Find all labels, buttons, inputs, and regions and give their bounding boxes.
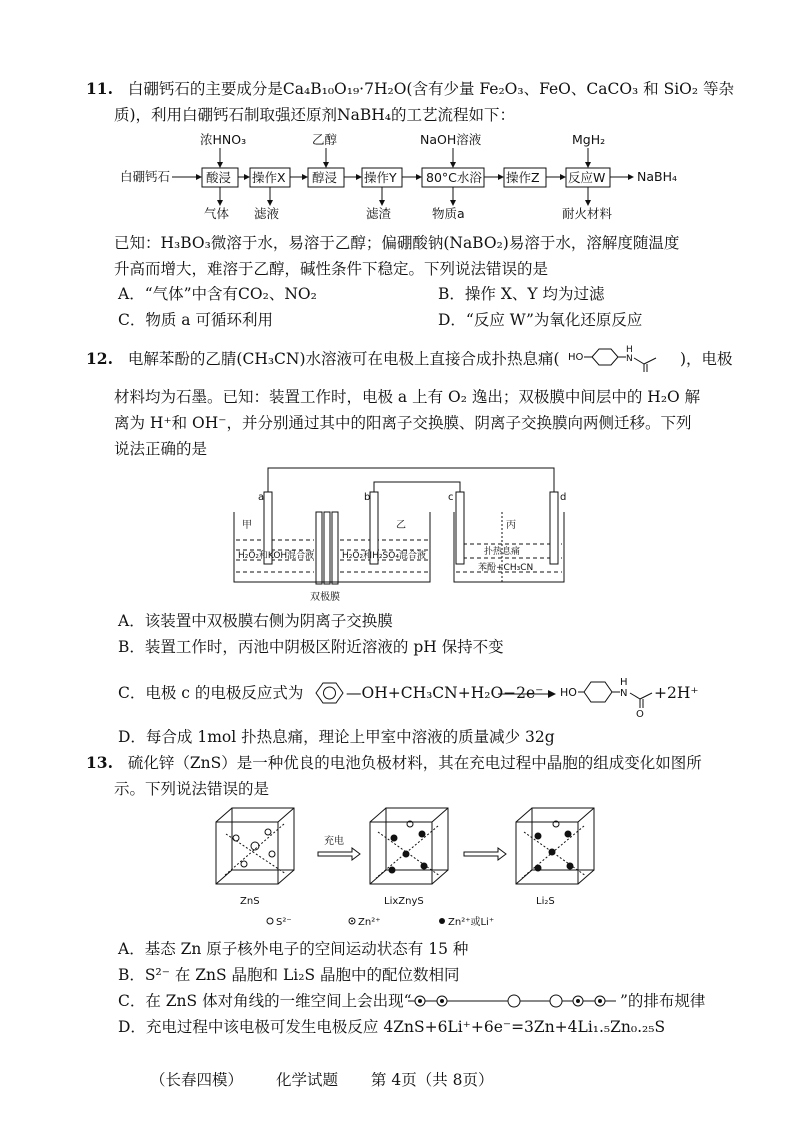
question-number: 11. xyxy=(86,79,113,98)
q11-stem-line2: 质)，利用白硼钙石制取强还原剂NaBH₄的工艺流程如下： xyxy=(114,106,515,124)
svg-text:HO: HO xyxy=(560,686,577,699)
flow-end: NaBH₄ xyxy=(637,169,677,184)
crystal-cells-figure xyxy=(206,804,606,934)
q11-stem-line1: 白硼钙石的主要成分是Ca₄B₁₀O₁₉·7H₂O(含有少量 Fe₂O₃、FeO、CaCO₃ 和 SiO₂ 等杂 xyxy=(127,80,735,98)
legend-zn-label: Zn²⁺ xyxy=(358,917,381,928)
svg-text:O: O xyxy=(636,709,644,718)
svg-text:HO: HO xyxy=(568,352,584,363)
flow-box-7-label: 反应W xyxy=(568,170,606,185)
atom-arrangement-line-icon xyxy=(406,990,618,1012)
q12-stem-line1a: 电解苯酚的乙腈(CH₃CN)水溶液可在电极上直接合成扑热息痛( xyxy=(127,350,560,368)
electrode-a-label: a xyxy=(258,492,265,503)
flow-box-2-label: 操作X xyxy=(252,170,286,185)
q12-option-c-equation: —OH+CH₃CN+H₂O−2e⁻ xyxy=(346,684,544,702)
svg-text:H: H xyxy=(620,677,628,688)
footer-page: 第 4页（共 8页） xyxy=(370,1071,494,1089)
q12-stem-line2: 材料均为石墨。已知：装置工作时，电极 a 上有 O₂ 逸出；双极膜中间层中的 H₂O 解 xyxy=(114,388,701,406)
legend-s2-label: S²⁻ xyxy=(276,917,292,928)
electrode-b-label: b xyxy=(364,492,371,503)
flow-output-substance-a: 物质a xyxy=(432,206,465,220)
flow-box-4-label: 操作Y xyxy=(364,170,397,185)
q13-option-b[interactable]: B．S²⁻ 在 ZnS 晶胞和 Li₂S 晶胞中的配位数相同 xyxy=(118,966,460,984)
q13-option-d[interactable]: D．充电过程中该电极可发生电极反应 4ZnS+6Li⁺+6e⁻=3Zn+4Li₁.₅Zn₀.₂₅S xyxy=(118,1018,666,1036)
svg-text:N: N xyxy=(620,688,628,699)
flow-input-mgh2: MgH₂ xyxy=(572,132,606,147)
q13-option-a[interactable]: A．基态 Zn 原子核外电子的空间运动状态有 15 种 xyxy=(118,940,469,958)
svg-text:H: H xyxy=(626,345,633,355)
q11-option-a[interactable]: A．“气体”中含有CO₂、NO₂ xyxy=(118,285,317,303)
page-footer xyxy=(150,1068,521,1090)
question-number: 12. xyxy=(86,349,113,368)
flow-input-naoh: NaOH溶液 xyxy=(420,132,482,147)
flow-box-1-label: 酸浸 xyxy=(206,170,232,185)
chamber-jia-label: 甲 xyxy=(242,520,252,531)
cell-label-lixznys: LixZnyS xyxy=(384,896,424,907)
q12-option-b[interactable]: B．装置工作时，丙池中阴极区附近溶液的 pH 保持不变 xyxy=(118,638,504,656)
q12-stem-line4: 说法正确的是 xyxy=(114,440,208,458)
cell-label-li2s: Li₂S xyxy=(536,896,555,907)
flow-box-3-label: 醇浸 xyxy=(312,170,338,185)
electrolysis-apparatus xyxy=(224,462,584,612)
q11-option-d[interactable]: D．“反应 W”为氧化还原反应 xyxy=(438,311,643,329)
benzene-ring-icon xyxy=(312,680,346,706)
q12-stem-line3: 离为 H⁺和 OH⁻，并分别通过其中的阳离子交换膜、阴离子交换膜向两侧迁移。下列 xyxy=(114,414,692,432)
q12-stem-line1b: )，电极 xyxy=(680,350,733,368)
q13-option-c-suffix: ”的排布规律 xyxy=(620,992,706,1010)
legend-zn-li-label: Zn²⁺或Li⁺ xyxy=(448,917,495,928)
q12-option-a[interactable]: A．该装置中双极膜右侧为阴离子交换膜 xyxy=(118,612,393,630)
q11-option-b[interactable]: B．操作 X、Y 均为过滤 xyxy=(438,285,605,303)
paracetamol-structure-icon xyxy=(566,338,676,374)
solution-bing-reactant: 苯酚+CH₃CN xyxy=(478,563,534,573)
q11-known-line1: 已知：H₃BO₃微溶于水，易溶于乙醇；偏硼酸钠(NaBO₂)易溶于水，溶解度随温度 xyxy=(114,234,680,252)
flow-output-refractory: 耐火材料 xyxy=(562,206,613,220)
electrode-c-label: c xyxy=(448,492,454,503)
flow-output-filtrate: 滤液 xyxy=(254,206,280,220)
q13-stem-line1: 硫化锌（ZnS）是一种优良的电池负极材料，其在充电过程中晶胞的组成变化如图所 xyxy=(127,754,702,772)
process-flowchart xyxy=(0,130,800,220)
flow-box-5-label: 80°C水浴 xyxy=(426,170,482,185)
charge-arrow-label: 充电 xyxy=(324,836,344,847)
q12-option-d[interactable]: D．每合成 1mol 扑热息痛，理论上甲室中溶液的质量减少 32g xyxy=(118,728,555,746)
flow-output-residue: 滤渣 xyxy=(366,206,392,220)
chamber-bing-label: 丙 xyxy=(506,520,516,531)
q11-option-c[interactable]: C．物质 a 可循环利用 xyxy=(118,311,273,329)
cell-label-zns: ZnS xyxy=(240,896,260,907)
footer-exam: （长春四模） xyxy=(150,1071,244,1089)
q13-option-c-prefix: C．在 ZnS 体对角线的一维空间上会出现“ xyxy=(118,992,412,1010)
footer-subject: 化学试题 xyxy=(275,1071,338,1089)
question-number: 13. xyxy=(86,753,113,772)
solution-jia: H₂O₂和KOH混合液 xyxy=(238,551,315,561)
q12-option-c-prefix: C．电极 c 的电极反应式为 xyxy=(118,684,304,702)
flow-box-6-label: 操作Z xyxy=(506,170,540,185)
q12-option-c-suffix: +2H⁺ xyxy=(654,684,699,702)
q11-known-line2: 升高而增大，难溶于乙醇，碱性条件下稳定。下列说法错误的是 xyxy=(114,260,549,278)
bipolar-membrane-label: 双极膜 xyxy=(310,592,340,603)
q13-stem-line2: 示。下列说法错误的是 xyxy=(114,780,270,798)
chamber-yi-label: 乙 xyxy=(396,520,406,531)
solution-bing-product: 扑热息痛 xyxy=(484,547,521,557)
flow-output-gas: 气体 xyxy=(204,206,230,220)
electrode-d-label: d xyxy=(560,492,567,503)
solution-yi: H₂O₂和H₂SO₄混合液 xyxy=(342,551,426,561)
reaction-arrow-icon xyxy=(496,687,556,701)
flow-start: 白硼钙石 xyxy=(120,169,171,184)
flow-input-ethanol: 乙醇 xyxy=(312,132,338,147)
flow-input-hno3: 浓HNO₃ xyxy=(200,132,247,147)
svg-text:N: N xyxy=(626,354,633,364)
